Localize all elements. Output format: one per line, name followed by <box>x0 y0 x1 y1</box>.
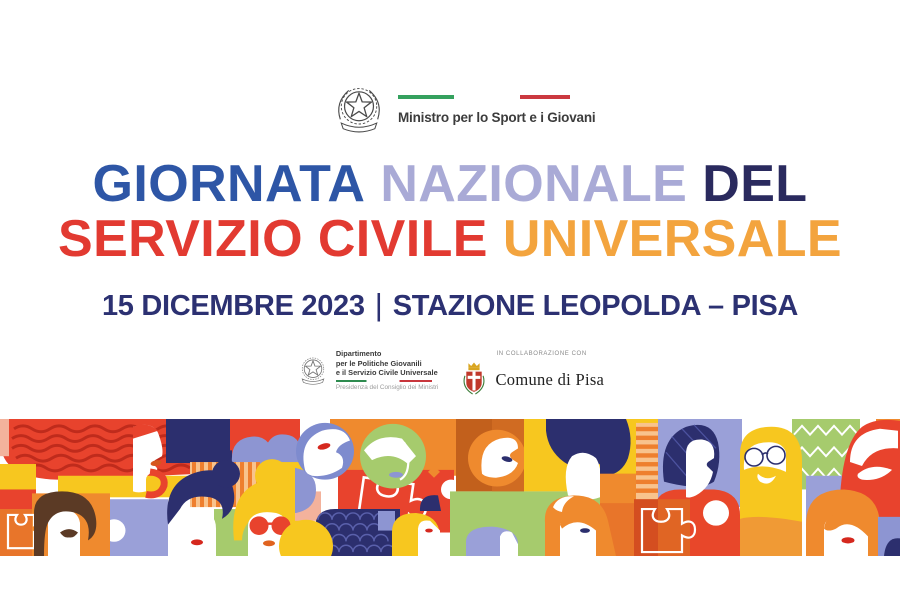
collaboration-kicker: IN COLLABORAZIONE CON <box>496 351 587 357</box>
pisa-row <box>460 360 604 400</box>
department-text <box>336 349 439 392</box>
title-word-del: DEL <box>702 155 808 213</box>
title-word-giornata: GIORNATA <box>92 155 366 213</box>
ministry-header <box>0 82 900 138</box>
pisa-name: Comune di Pisa <box>495 370 605 389</box>
ministry-wordmark <box>398 95 596 125</box>
flag-green-bar <box>398 95 454 99</box>
italian-republic-emblem-icon <box>330 82 388 138</box>
event-info-line <box>0 288 900 324</box>
title-word-universale: UNIVERSALE <box>502 210 842 269</box>
footer-logos <box>0 349 900 400</box>
department-emblem-icon <box>296 351 330 391</box>
department-line-3: e il Servizio Civile Universale <box>335 368 438 378</box>
sunglasses-icon <box>250 516 269 535</box>
ministry-label: Ministro per lo Sport e i Giovani <box>398 110 596 125</box>
title-word-nazionale: NAZIONALE <box>380 155 688 213</box>
title-line-1 <box>0 157 900 212</box>
puzzle-gradient-tile <box>634 499 695 556</box>
tricolor-line <box>336 380 432 382</box>
green-circle-face <box>360 424 426 489</box>
flag-red-bar <box>520 95 570 99</box>
event-separator: | <box>374 287 383 322</box>
community-illustration <box>0 419 900 556</box>
event-location: STAZIONE LEOPOLDA – PISA <box>392 289 799 322</box>
blue-circle-face <box>296 423 354 480</box>
pisa-crest-icon <box>460 360 488 400</box>
poster-title <box>0 157 900 267</box>
department-subtitle: Presidenza del Consiglio dei Ministri <box>335 383 439 391</box>
department-logo <box>296 349 439 392</box>
department-line-1: Dipartimento <box>335 349 382 358</box>
pisa-logo <box>460 349 604 400</box>
title-line-2 <box>0 212 900 267</box>
orange-hair-woman <box>806 489 880 556</box>
rust-tile-face <box>456 419 526 491</box>
italy-flag-line <box>398 95 570 99</box>
bearded-man-glasses <box>740 427 802 556</box>
striped-tile-horizontal <box>636 423 658 503</box>
title-word-servizio-civile: SERVIZIO CIVILE <box>58 210 488 269</box>
event-date: 15 DICEMBRE 2023 <box>101 289 365 322</box>
department-line-2: per le Politiche Giovanili <box>335 358 422 368</box>
